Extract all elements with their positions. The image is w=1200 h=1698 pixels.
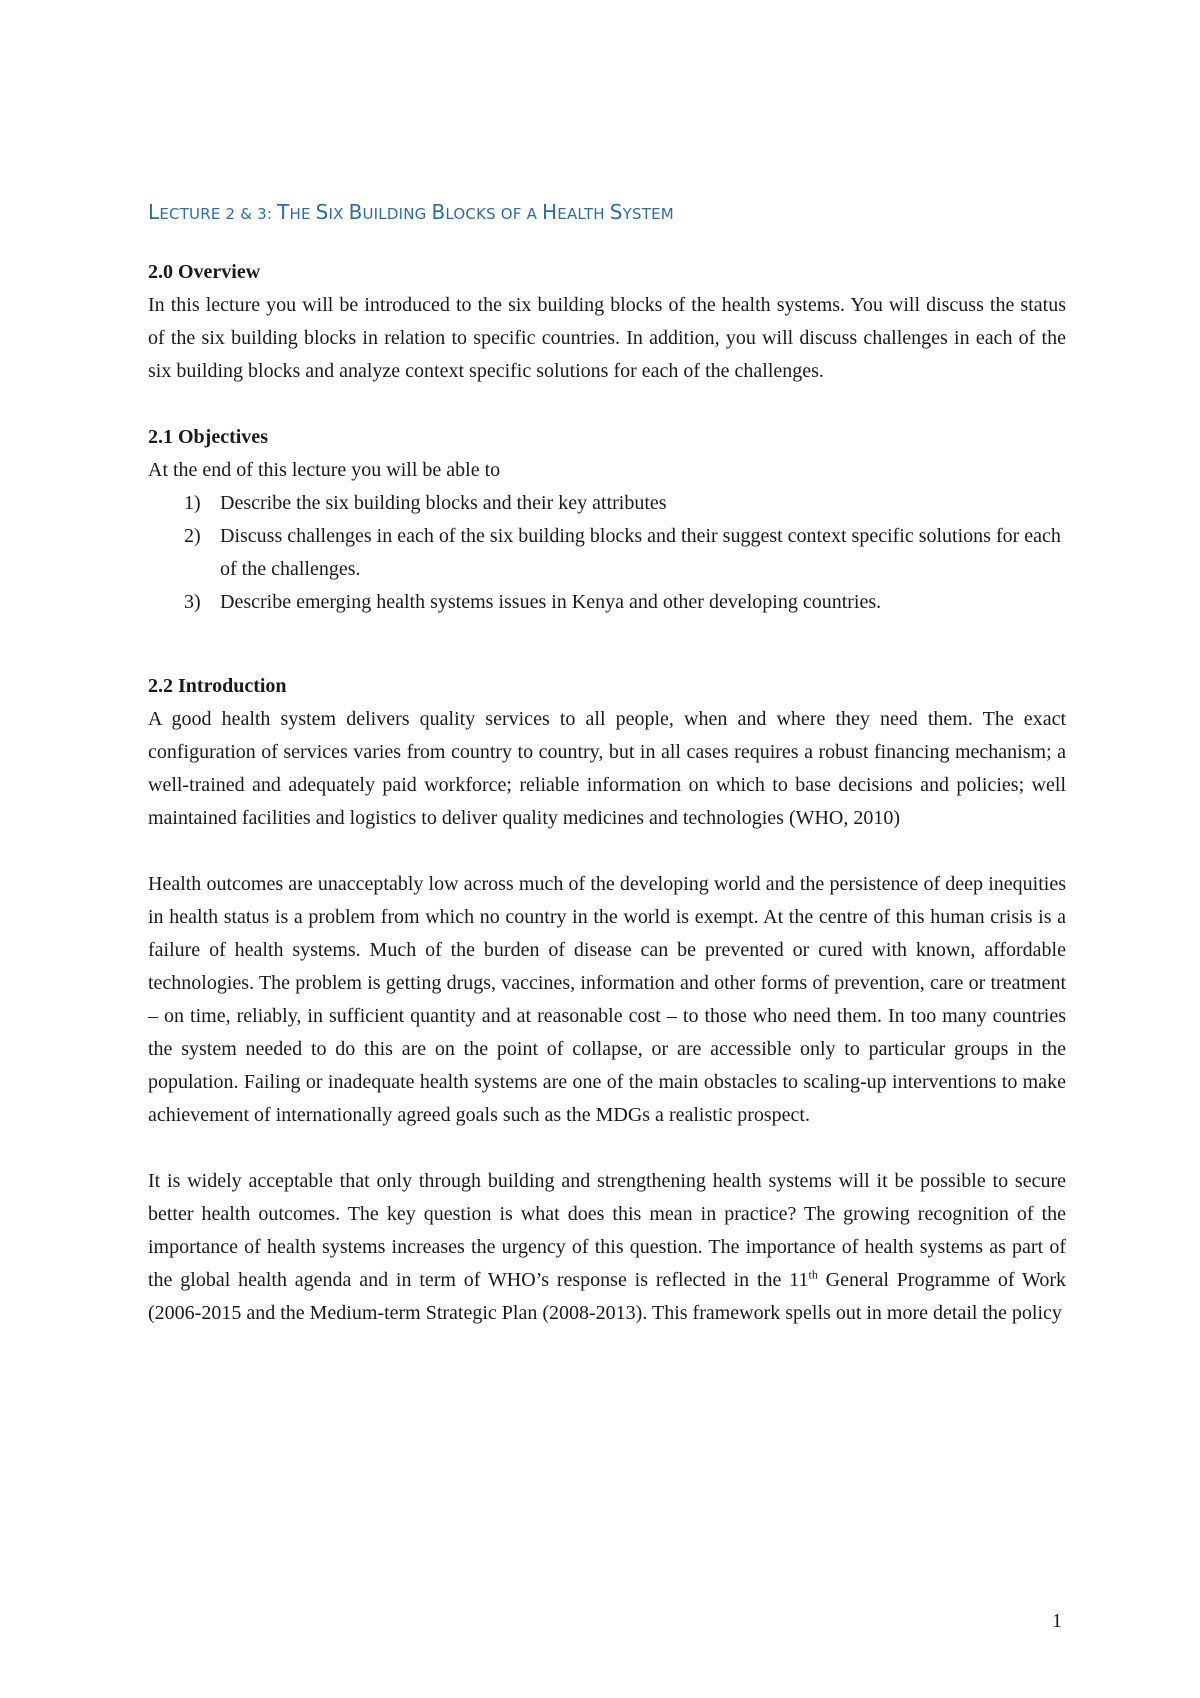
title-fragment: IX bbox=[328, 205, 349, 223]
title-fragment: B bbox=[431, 200, 446, 224]
page-number: 1 bbox=[1052, 1610, 1062, 1632]
title-fragment: YSTEM bbox=[622, 205, 674, 223]
spacer bbox=[148, 619, 1066, 670]
list-item-number: 3) bbox=[184, 591, 201, 613]
title-fragment: ECTURE 2 & 3: bbox=[159, 205, 278, 223]
introduction-paragraph-3 bbox=[148, 1165, 1066, 1330]
introduction-paragraph-2: Health outcomes are unacceptably low across much of the developing world and the persistence of deep inequities in health status is a problem from which no country in the world is exempt. At the centre of this human crisis is a failure of health systems. Much of the burden of disease can be prevented or cured with known, affordable technologies. The problem is getting drugs, vaccines, information and other forms of prevention, care or treatment – on time, reliably, in sufficient quantity and at reasonable cost – to those who need them. In too many countries the system needed to do this are on the point of collapse, or are accessible only to particular groups in the population. Failing or inadequate health systems are one of the main obstacles to scaling-up interventions to make achievement of internationally agreed goals such as the MDGs a realistic prospect. bbox=[148, 873, 1066, 1126]
paragraph-text: General Programme of Work (2006-2015 and the Medium-term Strategic Plan (2008-2013). This framework spells out in more detail the policy bbox=[148, 1269, 1066, 1324]
objectives-list bbox=[148, 487, 1066, 619]
lecture-title bbox=[148, 200, 1066, 224]
list-item bbox=[184, 520, 1066, 586]
introduction-heading: 2.2 Introduction bbox=[148, 675, 287, 697]
list-item-number: 1) bbox=[184, 492, 201, 514]
title-fragment: B bbox=[348, 200, 363, 224]
title-fragment: LOCKS OF A bbox=[445, 205, 543, 223]
list-item-number: 2) bbox=[184, 525, 201, 547]
title-fragment: EALTH bbox=[557, 205, 610, 223]
spacer bbox=[148, 1132, 1066, 1165]
list-item-text: Discuss challenges in each of the six building blocks and their suggest context specific solutions for each of the challenges. bbox=[220, 525, 1061, 580]
title-fragment: H bbox=[542, 200, 558, 224]
objectives-intro: At the end of this lecture you will be able to bbox=[148, 459, 501, 481]
list-item bbox=[184, 487, 1066, 520]
list-item-text: Describe emerging health systems issues in Kenya and other developing countries. bbox=[220, 591, 882, 613]
introduction-paragraph-1: A good health system delivers quality services to all people, when and where they need them. The exact configuration of services varies from country to country, but in all cases requires a robust financing mechanism; a well-trained and adequately paid workforce; reliable information on which to base decisions and policies; well maintained facilities and logistics to deliver quality medicines and technologies (WHO, 2010) bbox=[148, 708, 1066, 829]
objectives-heading: 2.1 Objectives bbox=[148, 426, 268, 448]
overview-paragraph: In this lecture you will be introduced to the six building blocks of the health systems. You will discuss the status of the six building blocks in relation to specific countries. In addition, you will discuss challenges in each of the six building blocks and analyze context specific solutions for each of the challenges. bbox=[148, 294, 1066, 382]
list-item-text: Describe the six building blocks and their key attributes bbox=[220, 492, 667, 514]
title-fragment: S bbox=[315, 200, 329, 224]
document-page bbox=[148, 200, 1066, 1330]
overview-heading: 2.0 Overview bbox=[148, 261, 261, 283]
list-item bbox=[184, 586, 1066, 619]
spacer bbox=[148, 835, 1066, 868]
superscript: th bbox=[808, 1267, 818, 1282]
spacer bbox=[148, 388, 1066, 421]
title-fragment: UILDING bbox=[362, 205, 432, 223]
title-fragment: T bbox=[277, 200, 290, 224]
title-fragment: L bbox=[148, 200, 160, 224]
title-fragment: S bbox=[609, 200, 623, 224]
paragraph-text: It is widely acceptable that only through building and strengthening health systems will it be possible to secure better health outcomes. The key question is what does this mean in practice? The growing recognition of the importance of health systems increases the urgency of this question. The importance of health systems as part of the global health agenda and in term of WHO’s response is reflected in the 11 bbox=[148, 1170, 1066, 1291]
title-fragment: HE bbox=[289, 205, 316, 223]
